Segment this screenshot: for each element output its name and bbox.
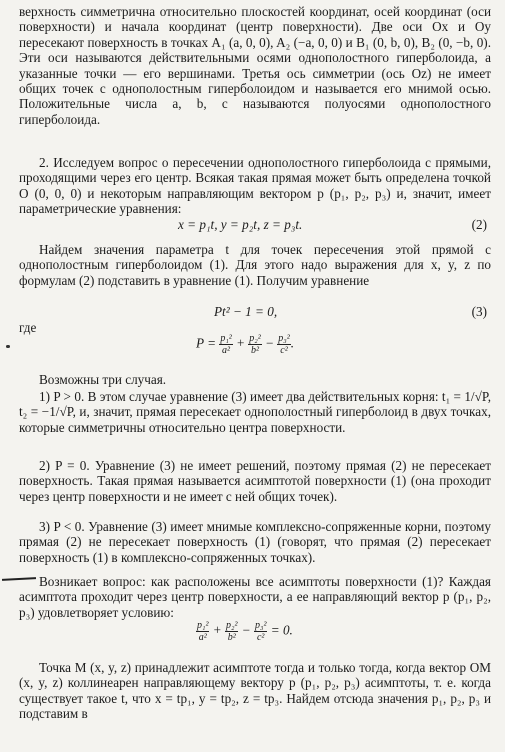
paragraph-cases-intro: Возможны три случая.: [39, 372, 167, 387]
P-lhs: P =: [196, 335, 217, 351]
margin-mark-dot: [6, 345, 10, 348]
asymptote-condition: $\frac{\text{p₁²}}{\text{a²}}$ + $\frac{\text{p₂²}}{\text{b²}}$ − $\frac{\text{p₃²}}{\text{c²}}$ = 0.: [197, 620, 293, 643]
fraction-p2-b: $\frac{\text{p₂²}}{\text{b²}}$: [249, 333, 261, 356]
fraction-p2-b-2: $\frac{\text{p₂²}}{\text{b²}}$: [225, 620, 238, 643]
paragraph-asymptote-question: Возникает вопрос: как расположены все асимптоты поверхности (1)? Каждая асимптота проходит через центр поверхности, а ее направляющий вектор p (p₁, p₂, p₃) удовлетворяет условию:: [19, 574, 491, 620]
fraction-p3-c-2: $\frac{\text{p₃²}}{\text{c²}}$: [254, 620, 267, 643]
fraction-p3-c: $\frac{\text{p₃²}}{\text{c²}}$: [278, 333, 290, 356]
paragraph-3: Найдем значения параметра t для точек пересечения этой прямой с однополостным гиперболоидом (1). Для этого надо выражения для x, y, z по формулам (2) подставить в уравнение (1). Получим уравнение: [19, 242, 491, 288]
fraction-p1-a: $\frac{\text{p₁²}}{\text{a²}}$: [220, 333, 232, 356]
equation-number-3: (3): [471, 304, 487, 319]
equation-number-2: (2): [471, 217, 487, 232]
paragraph-case-2: 2) P = 0. Уравнение (3) не имеет решений, поэтому прямая (2) не пересекает поверхность. Такая прямая называется асимптотой поверхности (1) (она проходит через центр поверхности и не имеет с ней общих точек).: [19, 458, 491, 504]
fraction-p1-a-2: $\frac{\text{p₁²}}{\text{a²}}$: [197, 620, 209, 643]
where-label: где: [19, 320, 37, 335]
paragraph-point-M: Точка M (x, y, z) принадлежит асимптоте тогда и только тогда, когда вектор OM (x, y, z) коллинеарен направляющему вектору p (p₁, p₂, p₃) асимптоты, т. е. когда существует такое t, что x = tp₁, y = tp₂, z = tp₃. Найдем отсюда значения p₁, p₂, p₃ и подставим в: [19, 660, 491, 722]
equation-3: Pt² − 1 = 0,: [214, 304, 278, 319]
paragraph-case-3: 3) P < 0. Уравнение (3) имеет мнимые комплексно-сопряженные корни, поэтому прямая (2) не пересекает поверхность (1) (говорят, что прямая (2) пересекает поверхность (1) в комплексно-сопряженных точках).: [19, 519, 491, 565]
paragraph-1: верхность симметрична относительно плоскостей координат, осей координат (оси поверхности) и начала координат (центр поверхности). Две оси Ox и Oy пересекают поверхность в точках A₁ (a, 0, 0), A₂ (−a, 0, 0) и B₁ (0, b, 0), B₂ (0, −b, 0). Эти оси называются действительными осями однополостного гиперболоида, а указанные точки — его вершинами. Третья ось симметрии (ось Oz) не имеет общих точек с однополостным гиперболоидом и называется его мнимой осью. Положительные числа a, b, c называются полуосями однополостного гиперболоида.: [19, 4, 491, 127]
paragraph-case-1: 1) P > 0. В этом случае уравнение (3) имеет два действительных корня: t₁ = 1/√P, t₂ = −1/√P, и, значит, прямая пересекает однополостный гиперболоид в двух точках, которые симметричны относительно центра поверхности.: [19, 389, 491, 435]
parametric-equations: x = p₁t, y = p₂t, z = p₃t.: [178, 217, 303, 232]
asymptote-condition-rhs: = 0.: [270, 622, 293, 638]
paragraph-2: 2. Исследуем вопрос о пересечении однополостного гиперболоида с прямыми, проходящими через его центр. Всякая такая прямая может быть определена точкой O (0, 0, 0) и некоторым направляющим вектором p (p₁, p₂, p₃) и, значит, имеет параметрические уравнения:: [19, 155, 491, 217]
P-definition: P = $\frac{\text{p₁²}}{\text{a²}}$ + $\frac{\text{p₂²}}{\text{b²}}$ − $\frac{\text{p₃²}}{\text{c²}}$ .: [196, 333, 295, 356]
